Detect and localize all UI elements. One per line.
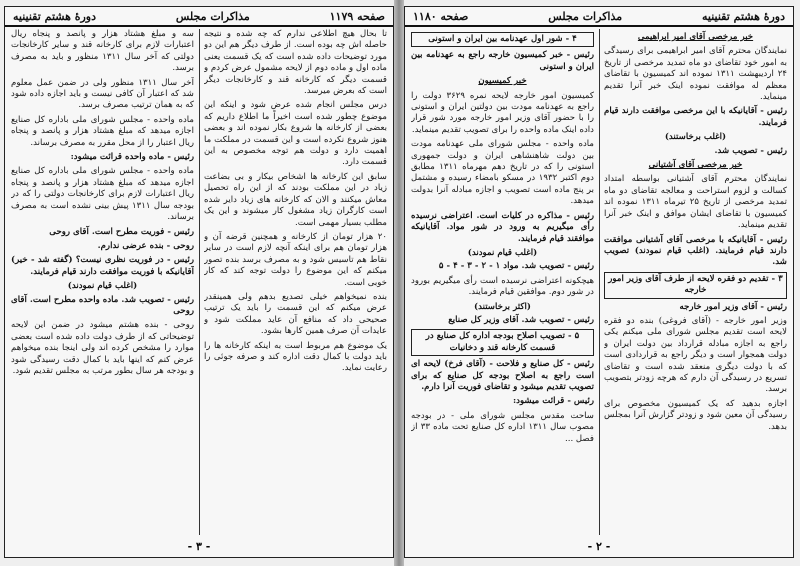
paragraph: رئیس - آقای وزیر امور خارجه xyxy=(679,301,787,312)
left-page-header xyxy=(5,7,393,27)
paragraph: ماده واحده - مجلس شورای ملی عهدنامه مودت بین دولت شاهنشاهی ایران و دولت جمهوری استونی را که در تاریخ دهم مهرماه ۱۳۱۱ مطابق دوم اکتبر ۱۹۳۲ در مسکو بامضاء رسیده و مشتمل بر پنج ماده است تصویب و اجازه مبادله آنرا بدولت میدهد. xyxy=(411,139,594,207)
paragraph: ساحت مقدس مجلس شورای ملی - در بودجه مصوب سال ۱۳۱۱ اداره کل صنایع تحت ماده ۳۳ از فصل ... xyxy=(411,410,594,444)
paragraph: رئیس - مذاکره در کلیات است. اعتراضی نرسیده رأی میگیریم به ورود در شور مواد. آقایانیکه موافقند قیام فرمایند. xyxy=(411,210,594,244)
paragraph: رئیس - ماده واحده قرائت میشود: xyxy=(70,152,194,163)
left-page-session: دورهٔ هشتم تقنینیه xyxy=(13,9,96,23)
right-page-session: دورهٔ هشتم تقنینیه xyxy=(702,9,785,23)
left-page xyxy=(4,6,394,558)
paragraph: کمیسیون امور خارجه لایحه نمره ۳۶۲۹ دولت را راجع به عهدنامه مودت بین دولتین ایران و استونی را با حضور آقای وزیر امور خارجه مورد شور قرار داده اینک ماده واحده را برای تصویب تقدیم مینماید. xyxy=(411,90,594,135)
paragraph: رئیس - تصویب شد. ماده واحده مطرح است. آقای روحی xyxy=(11,294,194,316)
right-page-folio: - ۲ - xyxy=(587,540,611,553)
paragraph: (اغلب برخاستند) xyxy=(664,132,727,143)
paragraph: رئیس - خبر کمیسیون خارجه راجع به عهدنامه بین ایران و استونی xyxy=(411,50,594,72)
left-page-title: مذاکرات مجلس xyxy=(175,9,250,23)
paragraph: ماده واحده - مجلس شورای ملی باداره کل صنایع اجازه میدهد که مبلغ هشتاد هزار و پانصد و پنجاه ریال اعتبار را از محل مقرر به مصرف برساند. xyxy=(11,114,194,148)
paragraph: تا بحال هیچ اطلاعی ندارم که چه شده و نتیجه حاصله اش چه بوده است. از طرف دیگر هم این دو مورد توضیحات داده شده است که یک قسمت یعنی ماده اول و ماده دوم از لایحه مشمول عرض کردم و قسمت دیگر که کارخانه قند و کارخانجات دیگر است که بعرض میرسد. xyxy=(204,29,387,97)
paragraph: نمایندگان محترم آقای آشتیانی بواسطه امتداد کسالت و لزوم استراحت و معالجه تقاضای دو ماه تمدید مرخصی از تاریخ ۲۵ تیرماه ۱۳۱۱ نموده اند کمیسیون با تقاضای ایشان موافق و اینک خبر آنرا تقدیم مینماید. xyxy=(604,174,787,231)
right-page-label: صفحه ۱۱۸۰ xyxy=(413,9,469,23)
paragraph: (اغلب قیام نمودند) xyxy=(467,247,538,258)
paragraph: سابق این کارخانه ها اشخاص بیکار و بی بضاعت زیاد در این مملکت بودند که از این راه تحصیل معاش میکنند و الان که کارخانه های زیاد دایر شده است کارگران زیاد مشغول کار میشوند و این یک مطلب بسیار مهمی است. xyxy=(204,171,387,228)
paragraph: ۲۰ هزار تومان از کارخانه و همچنین قرضه آن و هزار تومان هم برای اینکه آنچه لازم است در سایر نقاط هم تاسیس شود و به مصرف برسد بنده تصور میکنم که این موضوع را دولت توجه کند که کار خوبی است. xyxy=(204,231,387,288)
paragraph: روحی - بنده هشتم میشود در ضمن این لایحه توضیحاتی که از طرف دولت داده شده است بعضی موارد را مشخص کرده اند ولی اینجا بنده میخواهم عرض کنم که اینها باید با کمال دقت رسیدگی شود و بودجه هر سال بطور مرتب به مجلس تقدیم شود. xyxy=(11,320,194,376)
paragraph: روحی - بنده عرضی ندارم. xyxy=(97,240,194,251)
paragraph: درس مجلس انجام شده عرض شود و اینکه این موضوع چطور شده است اخیراً ما اطلاع داریم که بعضی از کارخانه ها شروع بکار نموده اند و بعضی هنوز شروع نکرده است و این قسمت در مملکت ما اهمیت دارد و دولت هم توجه مخصوص به این قسمت دارد. xyxy=(204,100,387,168)
paragraph: رئیس - قرائت میشود: xyxy=(512,396,594,407)
paragraph: رئیس - فوریت مطرح است. آقای روحی xyxy=(49,226,194,237)
section-heading: ۵ - تصویب اصلاح بودجه اداره کل صنایع در قسمت کارخانه قند و دخانیات xyxy=(411,329,594,356)
left-page-label: صفحه ۱۱۷۹ xyxy=(329,9,385,23)
paragraph: آخر سال ۱۳۱۱ منظور ولی در ضمن عمل معلوم شد که اعتبار آن کافی نیست و باید اجازه داده شود که به همان ترتیب مصرف برسد. xyxy=(11,77,194,111)
paragraph: نمایندگان محترم آقای امیر ابراهیمی برای رسیدگی به امور خود تقاضای دو ماه تمدید مرخصی از تاریخ ۲۴ اردیبهشت ۱۳۱۱ نموده اند کمیسیون با تقاضای معظم له موافقت نموده اینک خبر آنرا تقدیم مینماید. xyxy=(604,46,787,103)
column-divider xyxy=(599,29,600,535)
paragraph: (اغلب قیام نمودند) xyxy=(67,281,138,292)
paragraph: بنده نمیخواهم خیلی تصدیع بدهم ولی همینقدر عرض میکنم که این قسمت را باید یک ترتیب صحیحی داد که منافع آن عاید مملکت شود و عایدات آن صرف همین کارها بشود. xyxy=(204,291,387,337)
section-heading: خبر مرخصی آقای امیر ابراهیمی xyxy=(637,32,754,42)
column-divider xyxy=(199,29,200,535)
section-heading: خبر مرخصی آقای آشتیانی xyxy=(648,160,743,171)
paragraph: اجازه بدهید که یک کمیسیون مخصوص برای رسیدگی آن معین شود و زودتر گزارش آنرا بمجلس بدهد. xyxy=(604,398,787,432)
paragraph: رئیس - در فوریت نظری نیست؟ (گفته شد - خیر) آقایانیکه با فوریت موافقت دارند قیام فرمایند. xyxy=(11,255,194,277)
paragraph: رئیس - آقایانیکه با مرخصی آقای آشتیانی موافقت دارند قیام فرمایند. (اغلب قیام نمودند) تصویب شد. xyxy=(604,234,787,268)
section-heading: خبر کمیسیون xyxy=(478,76,527,87)
paragraph: رئیس - آقایانیکه با این مرخصی موافقت دارند قیام فرمایند. xyxy=(604,106,787,128)
paragraph: رئیس - کل صنایع و فلاحت - (آقای فرخ) لایحه ای است راجع به اصلاح بودجه کل صنایع که برای تصویب تقدیم میشود و تقاضای فوریت آنرا دارم. xyxy=(411,359,594,392)
left-page-column-right xyxy=(204,29,387,535)
paragraph: وزیر امور خارجه - (آقای فروغی) بنده دو فقره لایحه است تقدیم مجلس شورای ملی میکنم یکی راجع به اجازه مبادله قرارداد بین دولت ایران و دولت همجوار است و دیگر راجع به قراردادی است که با دولت دیگری منعقد شده است و تقاضای تسریع در رسیدگی آن دارم که هرچه زودتر بتصویب برسد. xyxy=(604,315,787,395)
right-page-header xyxy=(405,7,793,27)
paragraph: رئیس - تصویب شد. آقای وزیر کل صنایع xyxy=(448,314,594,325)
paragraph: رئیس - تصویب شد. xyxy=(714,145,787,156)
paragraph: (اکثر برخاستند) xyxy=(474,301,531,312)
paragraph: یک موضوع هم مربوط است به اینکه کارخانه ها را باید دولت با کمال دقت اداره کند و صرفه جوئی را رعایت نماید. xyxy=(204,340,387,374)
right-page-column-left xyxy=(411,29,594,535)
right-page-column-right xyxy=(604,29,787,535)
book-gutter xyxy=(394,0,404,566)
paragraph: سه و مبلغ هشتاد هزار و پانصد و پنجاه ریال اعتبارات لازم برای کارخانه قند و سایر کارخانجات دولتی که آخر سال ۱۳۱۱ منظور و باید به مصرف برسد. xyxy=(11,29,194,74)
paragraph: هیچکونه اعتراضی نرسیده است رأی میگیریم بورود در شور دوم. موافقین قیام فرمایند. xyxy=(411,275,594,298)
left-page-column-left xyxy=(11,29,194,535)
section-heading: ۳ - تقدیم دو فقره لایحه از طرف آقای وزیر امور خارجه xyxy=(604,272,787,299)
right-page-title: مذاکرات مجلس xyxy=(548,9,623,23)
paragraph: ماده واحده - مجلس شورای ملی باداره کل صنایع اجازه میدهد که مبلغ هشتاد هزار و پانصد و پنجاه ریال اعتبارات لازم برای کارخانجات دولتی را که در بودجه سال ۱۳۱۱ پیش بینی نشده است به مصرف برساند. xyxy=(11,166,194,223)
section-heading: ۴ - شور اول عهدنامه بین ایران و استونی xyxy=(411,32,594,47)
left-page-folio: - ۳ - xyxy=(187,540,211,553)
paragraph: رئیس - تصویب شد. مواد ۱ - ۲ - ۳ - ۴ - ۵ xyxy=(438,261,594,272)
right-page xyxy=(404,6,794,558)
